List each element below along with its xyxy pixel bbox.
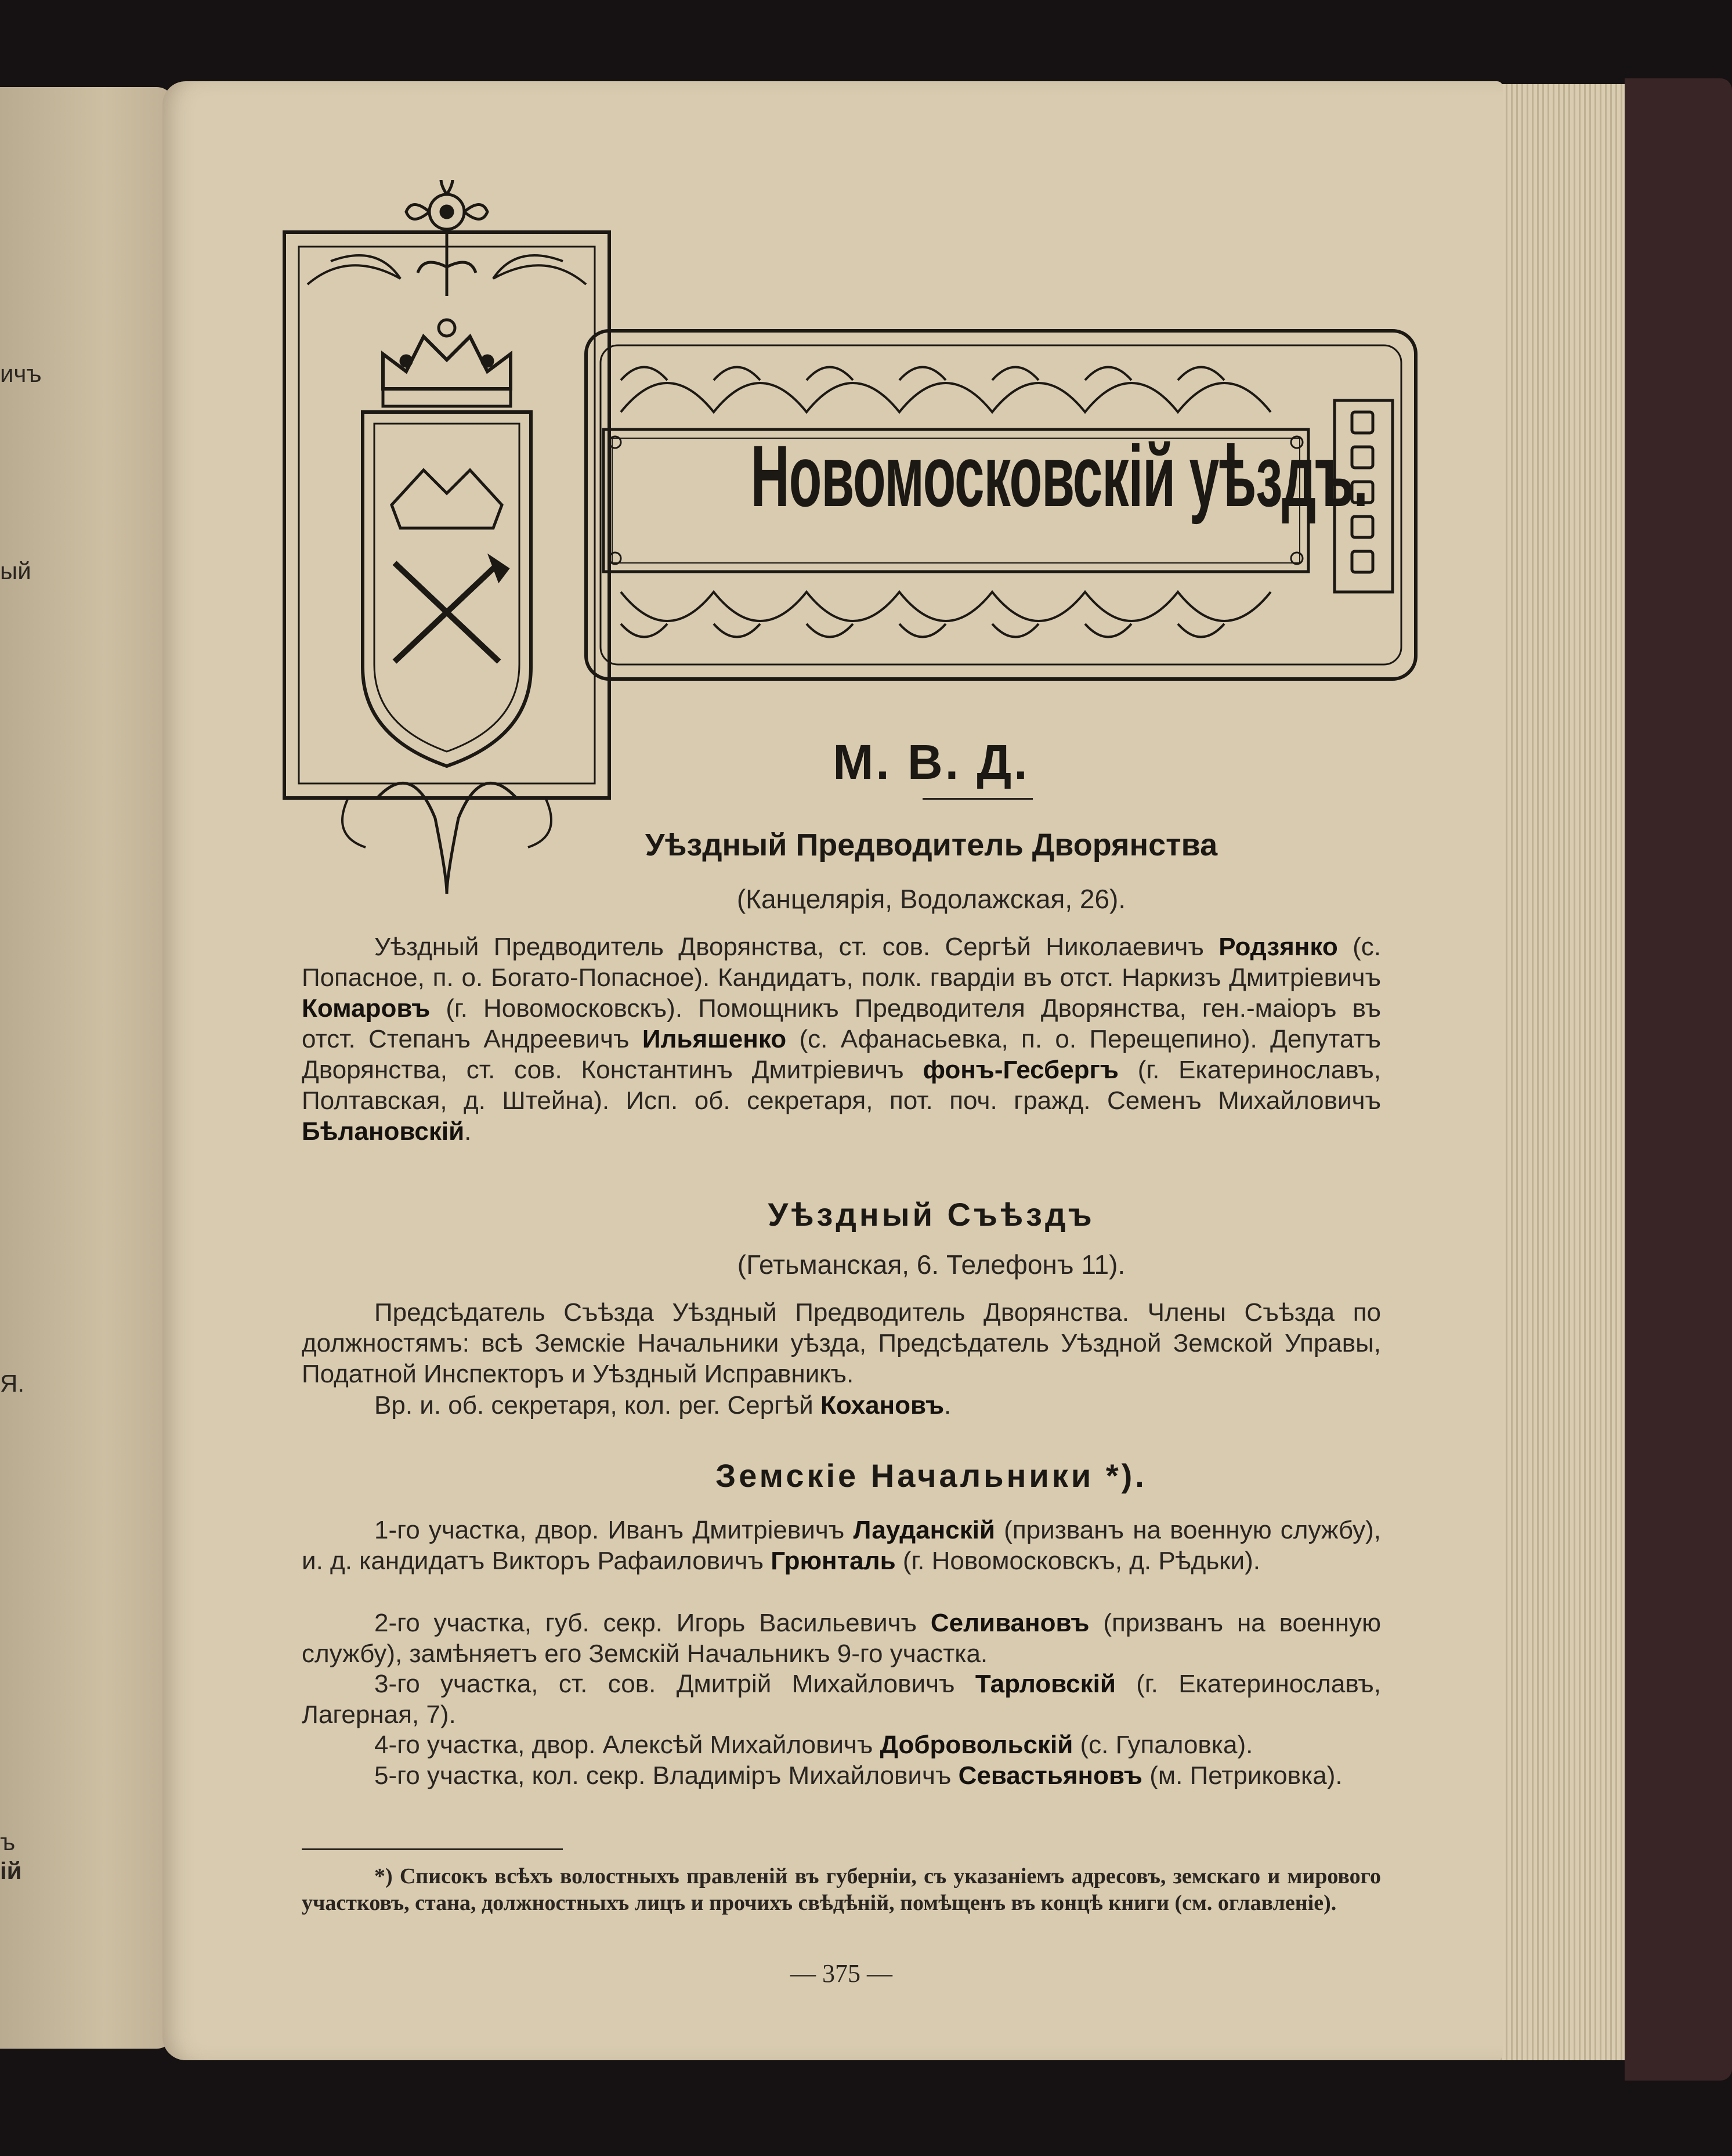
page-stack-edge <box>1497 84 1633 2060</box>
person-name: Добровольскій <box>880 1731 1073 1759</box>
person-name: Бѣлановскій <box>302 1117 465 1146</box>
person-name: Тарловскій <box>975 1670 1116 1698</box>
list-item-precinct-4: 4-го участка, двор. Алексѣй Михайловичъ Добровольскій (с. Гупаловка). <box>374 1731 1253 1759</box>
department-heading: М. В. Д. <box>833 735 1030 789</box>
person-name: Родзянко <box>1218 933 1338 961</box>
leaf-ornament-top <box>621 367 1271 413</box>
section-heading-zemsky-chiefs: Земскіе Начальники *). <box>715 1457 1147 1494</box>
person-name: Лауданскій <box>853 1516 995 1544</box>
section-heading-marshal: Уѣздный Предводитель Дворянства <box>645 828 1218 862</box>
leaf-ornament-bottom <box>621 592 1271 637</box>
left-page-fragment: ичъ <box>0 360 42 387</box>
left-page-fragment: ый <box>0 557 31 584</box>
person-name: Селивановъ <box>930 1609 1090 1637</box>
list-item-precinct-3: 3-го участка, ст. сов. Дмитрій Михайловичъ Тарловскій (г. Екатеринославъ, Лагерная, 7). <box>302 1670 1382 1729</box>
crown-icon <box>383 320 511 406</box>
section-note-marshal: (Канцелярія, Водолажская, 26). <box>736 884 1126 914</box>
page-number: — 375 — <box>790 1959 892 1988</box>
flower-ornament-icon <box>406 180 487 296</box>
person-name: Кохановъ <box>820 1391 945 1420</box>
left-page-fragment: Я. <box>0 1370 24 1397</box>
person-name: Севастьяновъ <box>958 1761 1143 1790</box>
list-item-precinct-5: 5-го участка, кол. секр. Владиміръ Михайловичъ Севастьяновъ (м. Петриковка). <box>374 1761 1343 1790</box>
coat-of-arms-shield-icon <box>363 412 531 766</box>
person-name: Ильяшенко <box>642 1025 787 1053</box>
paragraph-congress: Предсѣдатель Съѣзда Уѣздный Предводитель Дворянства. Члены Съѣзда по должностямъ: всѣ Земскіе Начальники уѣзда, Предсѣдатель Уѣздной Земской Управы, Податной Инспекторъ и Уѣздный Исправникъ. <box>302 1298 1381 1388</box>
person-name: фонъ-Гесбергъ <box>923 1056 1119 1084</box>
book-cover-edge <box>1625 78 1732 2081</box>
footnote-divider <box>302 1848 563 1850</box>
person-name: Комаровъ <box>302 994 431 1023</box>
left-page-fragment: ъ <box>0 1828 16 1855</box>
list-item-precinct-1: 1-го участка, двор. Иванъ Дмитріевичъ Лауданскій (призванъ на военную службу), и. д. кандидатъ Викторъ Рафаиловичъ Грюнталь (г. Новомосковскъ, д. Рѣдьки). <box>302 1516 1381 1575</box>
list-item-precinct-2: 2-го участка, губ. секр. Игорь Васильевичъ Селивановъ (призванъ на военную службу), замѣняетъ его Земскій Начальникъ 9-го участка. <box>302 1609 1382 1668</box>
person-name: Грюнталь <box>771 1547 896 1575</box>
left-page-fragment: ій <box>0 1857 22 1884</box>
divider <box>923 798 1033 800</box>
section-note-congress: (Гетьманская, 6. Телефонъ 11). <box>737 1249 1126 1280</box>
left-page-edge <box>0 87 174 2049</box>
paragraph-marshal: Уѣздный Предводитель Дворянства, ст. сов. Сергѣй Николаевичъ Родзянко (с. Попасное, п. о. Богато-Попасное). Кандидатъ, полк. гвардіи въ отст. Наркизъ Дмитріевичъ Комаровъ (г. Новомосковскъ). Помощникъ Предводителя Дворянства, ген.-маіоръ въ отст. Степанъ Андреевичъ Ильяшенко (с. Афанасьевка, п. о. Перещепино). Депутатъ Дворянства, ст. сов. Константинъ Дмитріевичъ фонъ-Гесбергъ (г. Екатеринославъ, Полтавская, д. Штейна). Исп. об. секретаря, пот. поч. гражд. Семенъ Михайловичъ Бѣлановскій. <box>302 933 1381 1146</box>
region-title: Новомосковскій уѣздъ. <box>750 427 1368 525</box>
footnote: *) Списокъ всѣхъ волостныхъ правленій въ губерніи, съ указаніемъ адресовъ, земскаго и мирового участковъ, стана, должностныхъ лицъ и прочихъ свѣдѣній, помѣщенъ въ концѣ книги (см. оглавленіе). <box>302 1864 1381 1915</box>
paragraph-congress-secretary: Вр. и. об. секретаря, кол. рег. Сергѣй Кохановъ. <box>374 1391 952 1420</box>
section-heading-congress: Уѣздный Съѣздъ <box>768 1196 1095 1233</box>
